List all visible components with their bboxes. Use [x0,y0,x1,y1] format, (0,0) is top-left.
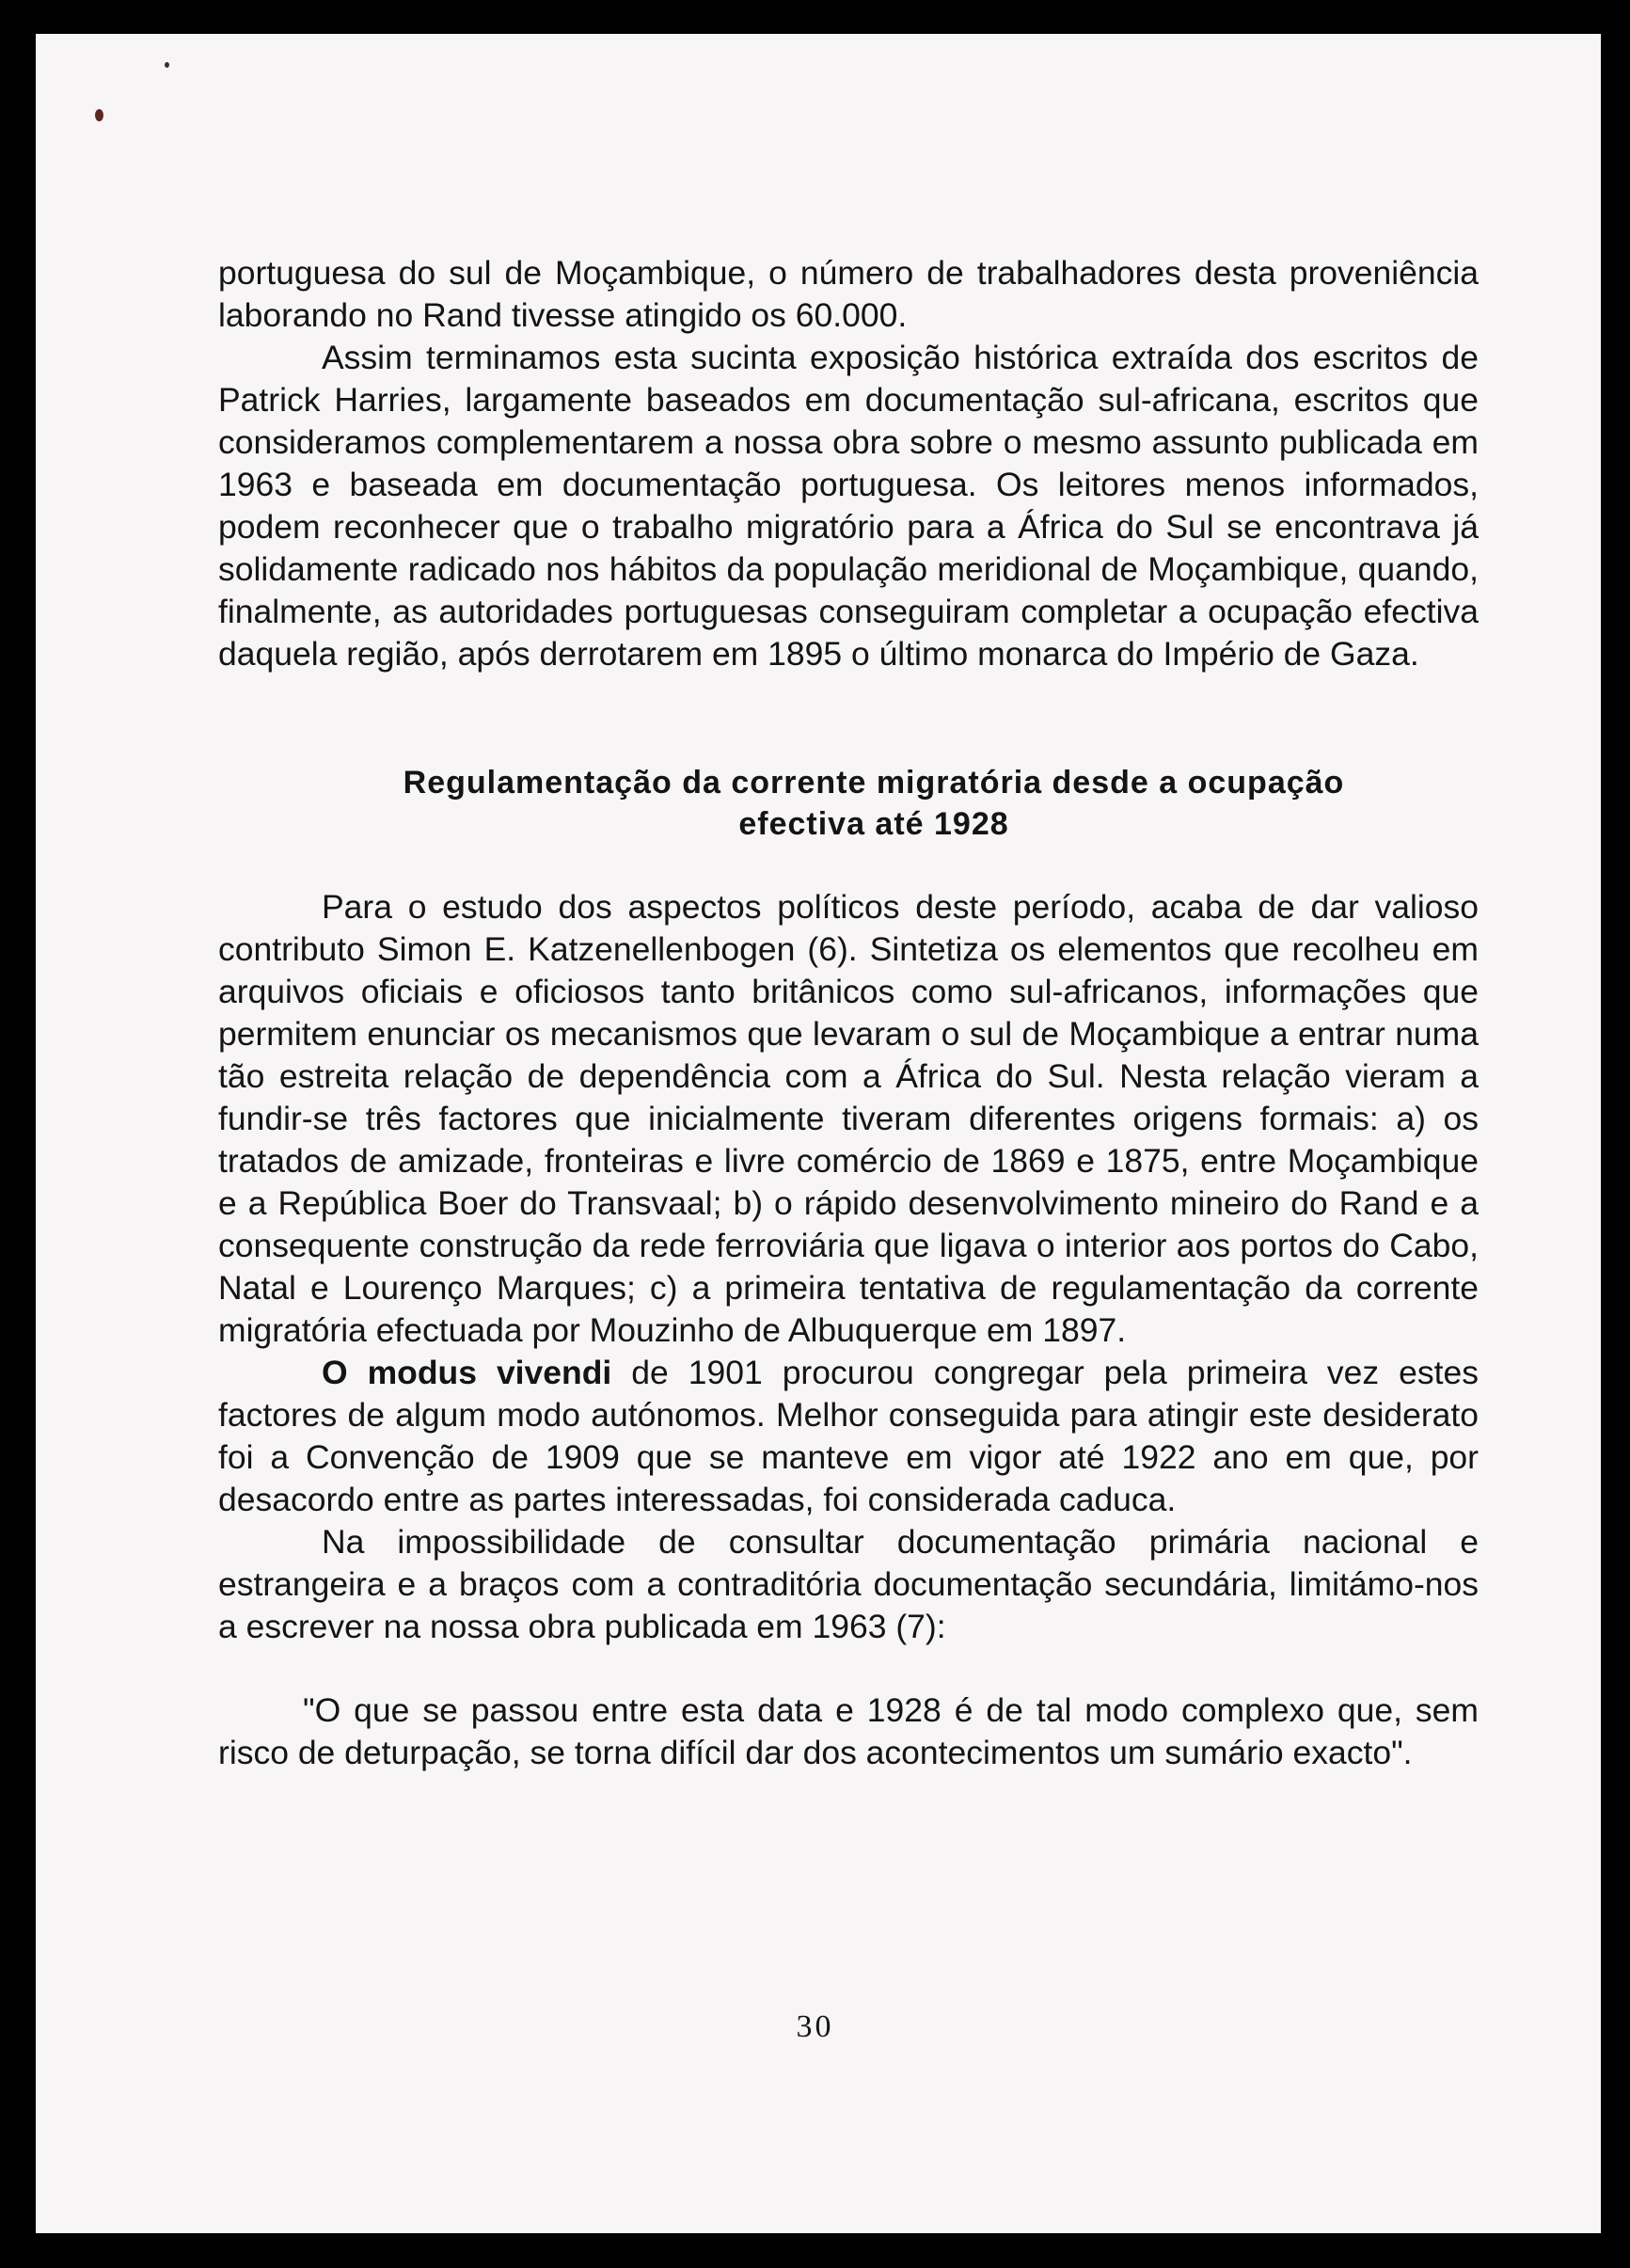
paragraph: portuguesa do sul de Moçambique, o número de trabalhadores desta proveniência laborando no Rand tivesse atingido os 60.000. [218,254,1479,334]
bold-term: O modus vivendi [322,1354,612,1391]
ink-speck [165,62,169,68]
block-quote: "O que se passou entre esta data e 1928 é de tal modo complexo que, sem risco de deturpação, se torna difícil dar dos acontecimentos um sumário exacto". [218,1691,1479,1771]
paragraph [218,1352,1479,1521]
spacer [218,1648,1479,1689]
body-text [218,252,1479,1774]
section-heading-line: Regulamentação da corrente migratória desde a ocupação [403,765,1345,801]
paragraph: Assim terminamos esta sucinta exposição histórica extraída dos escritos de Patrick Harries, largamente baseados em documentação sul-africana, escritos que consideramos complementarem a nossa obra sobre o mesmo assunto publicada em 1963 e baseada em documentação portuguesa. Os leitores menos informados, podem reconhecer que o trabalho migratório para a África do Sul se encontrava já solidamente radicado nos hábitos da população meridional de Moçambique, quando, finalmente, as autoridades portuguesas conseguiram completar a ocupação efectiva daquela região, após derrotarem em 1895 o último monarca do Império de Gaza. [218,339,1479,673]
document-page [36,34,1601,2233]
spacer [218,675,1479,762]
section-heading [218,762,1479,845]
section-heading-line: efectiva até 1928 [738,806,1009,842]
ink-speck [95,109,103,121]
page-number: 30 [796,2009,834,2044]
spacer [218,845,1479,886]
paragraph-text: de 1901 procurou congregar pela primeira vez estes factores de algum modo autónomos. Melhor conseguida para atingir este desiderato foi a Convenção de 1909 que se manteve em vigor até 1922 ano em que, por desacordo entre as partes interessadas, foi considerada caduca. [218,1354,1480,1518]
paragraph: Na impossibilidade de consultar documentação primária nacional e estrangeira e a braços com a contraditória documentação secundária, limitámo-nos a escrever na nossa obra publicada em 1963 (7): [218,1523,1479,1645]
paragraph: Para o estudo dos aspectos políticos deste período, acaba de dar valioso contributo Simon E. Katzenellenbogen (6). Sintetiza os elementos que recolheu em arquivos oficiais e oficiosos tanto britânicos como sul-africanos, informações que permitem enunciar os mecanismos que levaram o sul de Moçambique a entrar numa tão estreita relação de dependência com a África do Sul. Nesta relação vieram a fundir-se três factores que inicialmente tiveram diferentes origens formais: a) os tratados de amizade, fronteiras e livre comércio de 1869 e 1875, entre Moçambique e a República Boer do Transvaal; b) o rápido desenvolvimento mineiro do Rand e a consequente construção da rede ferroviária que ligava o interior aos portos do Cabo, Natal e Lourenço Marques; c) a primeira tentativa de regulamentação da corrente migratória efectuada por Mouzinho de Albuquerque em 1897. [218,888,1479,1349]
